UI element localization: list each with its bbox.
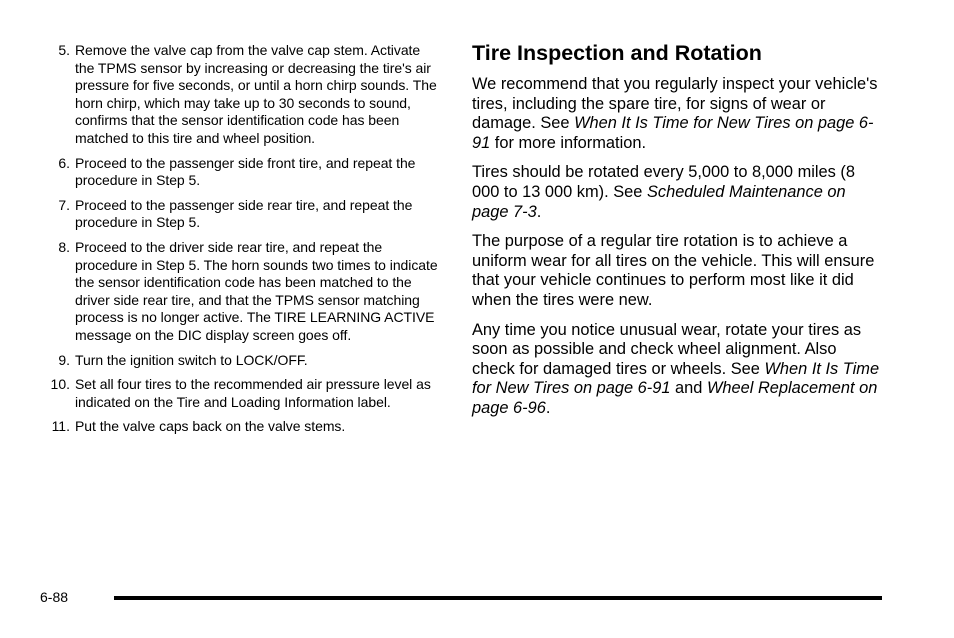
section-heading: Tire Inspection and Rotation [472,41,762,65]
cross-reference-link[interactable]: When It Is Time for New Tires on page 6-91 [472,359,880,398]
list-item [40,239,442,345]
tpms-steps-list [40,42,442,443]
list-item [40,155,442,190]
step-text: Put the valve caps back on the valve stems. [75,418,346,435]
footer-rule [114,596,882,600]
paragraph-rotation-interval: Tires should be rotated every 5,000 to 8,000 miles (8 000 to 13 000 km). See Scheduled Maintenance on page 7-3. [472,163,855,221]
list-item [40,42,442,148]
paragraph-inspect: We recommend that you regularly inspect your vehicle's tires, including the spare tire, for signs of wear or damage. See When It Is Time for New Tires on page 6-91 for more information. [472,75,878,152]
cross-reference-link[interactable]: Scheduled Maintenance on page 7-3 [472,182,846,221]
step-number: 7. [58,196,70,213]
list-item [40,352,442,370]
step-text: Proceed to the passenger side front tire, and repeat the procedure in Step 5. [75,154,416,189]
cross-reference-link[interactable]: Wheel Replacement on page 6-96 [472,379,878,417]
cross-reference-link[interactable]: When It Is Time for New Tires on page 6-91 [472,114,874,152]
page-number: 6-88 [40,589,69,605]
paragraph-unusual-wear: Any time you notice unusual wear, rotate your tires as soon as possible and check wheel alignment. Also check for damaged tires or wheels. See When It Is Time for New Tires on page 6-91 and Wheel Replacement on page 6-96. [472,320,880,417]
step-number: 11. [51,418,70,435]
list-item [40,197,442,232]
step-text: Set all four tires to the recommended air pressure level as indicated on the Tire and Loading Information label. [75,376,431,410]
paragraph-rotation-purpose: The purpose of a regular tire rotation is to achieve a uniform wear for all tires on the vehicle. This will ensure that your vehicle continues to perform most like it did when the tires were new. [472,232,875,309]
step-text: Turn the ignition switch to LOCK/OFF. [75,351,308,368]
step-number: 8. [58,238,70,255]
list-item [40,418,442,436]
step-number: 10. [50,376,70,393]
step-text: Proceed to the passenger side rear tire, and repeat the procedure in Step 5. [75,196,413,231]
step-number: 5. [58,42,70,58]
step-number: 9. [58,351,70,368]
list-item [40,376,442,411]
tire-inspection-section [472,40,882,429]
step-text: Remove the valve cap from the valve cap stem. Activate the TPMS sensor by increasing or decreasing the tire's air pressure for five seconds, or until a horn chirp sounds. The horn chirp, which may take up to 30 seconds to sound, confirms that the sensor identification code has been matched to this tire and wheel position. [75,42,437,146]
step-number: 6. [58,154,70,171]
step-text: Proceed to the driver side rear tire, and repeat the procedure in Step 5. The horn sounds two times to indicate the sensor identification code has been matched to the driver side rear tire, and that the TPMS sensor matching process is no longer active. The TIRE LEARNING ACTIVE message on the DIC display screen goes off. [75,238,438,343]
